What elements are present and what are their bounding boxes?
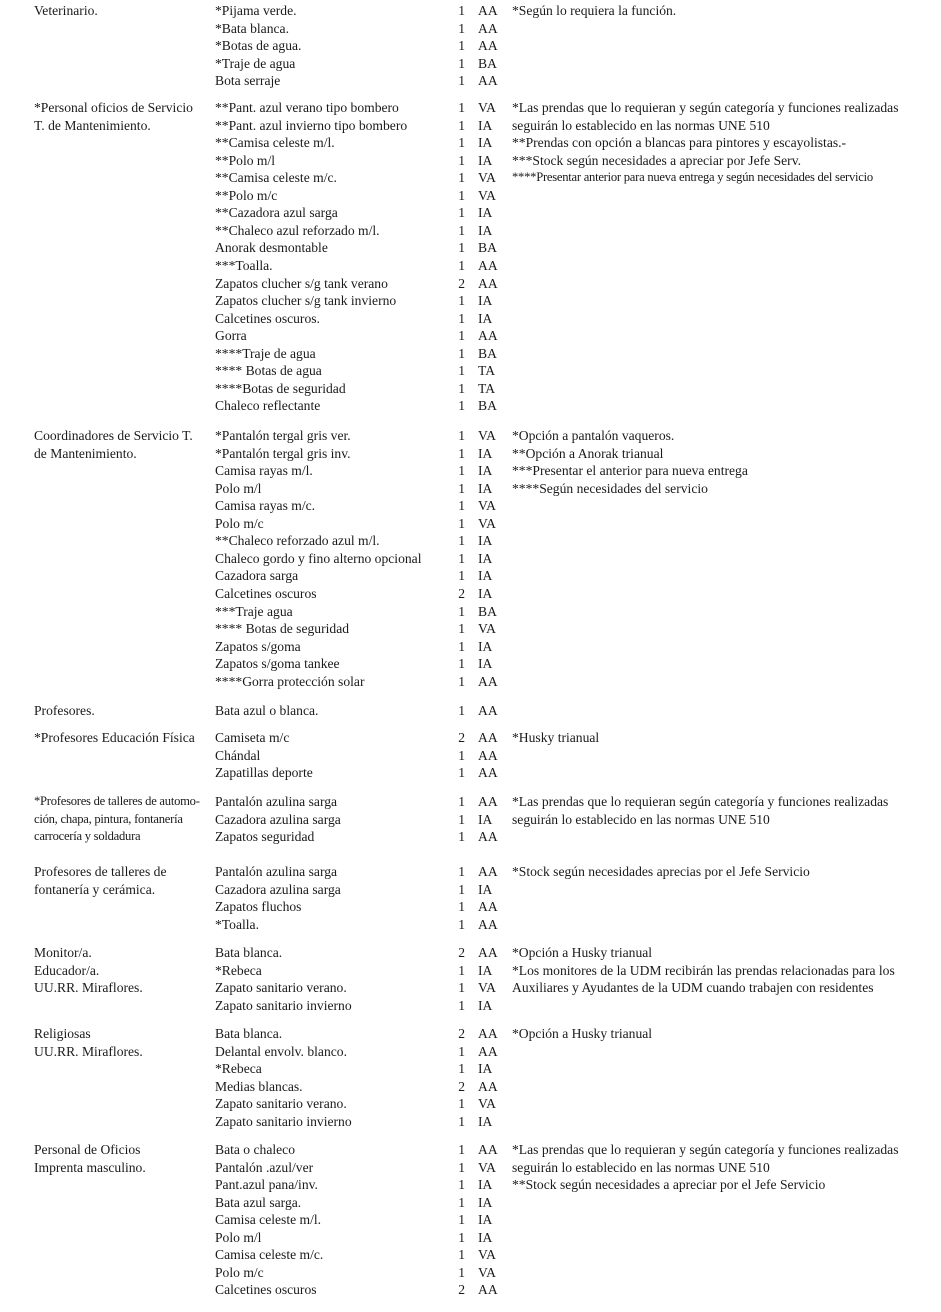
garment-name: ****Botas de seguridad: [215, 380, 346, 396]
category-label: Monitor/a.: [34, 945, 92, 960]
garment-name: Gorra: [215, 328, 247, 344]
garment-name: Zapatos clucher s/g tank invierno: [215, 293, 397, 309]
garment-quantity: 1: [458, 73, 465, 89]
period-code: IA: [478, 463, 493, 479]
garment-name: Zapatos s/goma tankee: [215, 656, 340, 672]
period-code: IA: [478, 656, 493, 672]
period-code: IA: [478, 480, 493, 496]
garment-quantity: 1: [458, 568, 465, 584]
garment-quantity: 1: [458, 621, 465, 637]
garment-quantity: 1: [458, 747, 465, 763]
garment-quantity: 2: [458, 945, 465, 960]
category-label: ción, chapa, pintura, fontanería: [34, 811, 183, 826]
period-code: VA: [478, 1264, 496, 1280]
period-code: AA: [478, 1026, 498, 1041]
garment-quantity: 1: [458, 1096, 465, 1112]
garment-name: Zapato sanitario verano.: [215, 980, 347, 996]
garment-name: Polo m/c: [215, 1264, 264, 1280]
garment-name: Bata o chaleco: [215, 1142, 296, 1157]
period-code: BA: [478, 398, 497, 414]
period-code: IA: [478, 135, 493, 151]
note-text: Auxiliares y Ayudantes de la UDM cuando trabajen con residentes: [512, 980, 874, 996]
garment-quantity: 1: [458, 380, 465, 396]
note-text: *Las prendas que lo requieran y según categoría y funciones realizadas: [512, 1142, 899, 1157]
period-code: AA: [478, 1043, 498, 1059]
period-code: IA: [478, 568, 493, 584]
garment-name: Camisa celeste m/l.: [215, 1212, 322, 1228]
period-code: AA: [478, 1282, 498, 1298]
garment-name: **Camisa celeste m/l.: [215, 135, 335, 151]
garment-quantity: 1: [458, 345, 465, 361]
garment-quantity: 1: [458, 328, 465, 344]
period-code: VA: [478, 621, 496, 637]
garment-name: Polo m/c: [215, 515, 264, 531]
period-code: IA: [478, 1229, 493, 1245]
garment-name: *Pantalón tergal gris ver.: [215, 428, 351, 443]
garment-name: Medias blancas.: [215, 1078, 303, 1094]
garment-name: **Cazadora azul sarga: [215, 205, 338, 221]
category-label: T. de Mantenimiento.: [34, 117, 151, 133]
garment-name: **Chaleco azul reforzado m/l.: [215, 222, 380, 238]
garment-quantity: 1: [458, 603, 465, 619]
period-code: AA: [478, 730, 498, 745]
note-text: *Opción a Husky trianual: [512, 945, 653, 960]
period-code: IA: [478, 881, 493, 897]
garment-quantity: 1: [458, 811, 465, 827]
garment-quantity: 1: [458, 1247, 465, 1263]
garment-name: *Rebeca: [215, 962, 262, 978]
garment-quantity: 1: [458, 3, 465, 18]
period-code: BA: [478, 345, 497, 361]
note-text: *Las prendas que lo requieran según categoría y funciones realizadas: [512, 794, 889, 809]
garment-quantity: 1: [458, 1113, 465, 1129]
garment-name: Bata azul o blanca.: [215, 703, 319, 718]
note-text: *Según lo requiera la función.: [512, 3, 677, 18]
garment-name: Bata azul sarga.: [215, 1194, 302, 1210]
garment-name: **Camisa celeste m/c.: [215, 170, 337, 186]
note-text: ****Presentar anterior para nueva entrega y según necesidades del servicio: [512, 170, 873, 185]
note-text: *Opción a pantalón vaqueros.: [512, 428, 675, 443]
garment-quantity: 1: [458, 864, 465, 879]
period-code: VA: [478, 1096, 496, 1112]
garment-quantity: 1: [458, 398, 465, 414]
garment-quantity: 1: [458, 1212, 465, 1228]
garment-name: Anorak desmontable: [215, 240, 328, 256]
garment-quantity: 2: [458, 275, 465, 291]
note-text: ***Stock según necesidades a apreciar por Jefe Serv.: [512, 152, 802, 168]
garment-name: ***Traje agua: [215, 603, 293, 619]
garment-quantity: 1: [458, 829, 465, 845]
garment-quantity: 1: [458, 1194, 465, 1210]
category-label: *Profesores Educación Física: [34, 730, 195, 745]
garment-name: Camisa rayas m/c.: [215, 498, 316, 514]
period-code: AA: [478, 20, 498, 36]
period-code: TA: [478, 380, 496, 396]
period-code: VA: [478, 187, 496, 203]
garment-quantity: 1: [458, 673, 465, 689]
garment-name: Camiseta m/c: [215, 730, 290, 745]
garment-quantity: 1: [458, 962, 465, 978]
garment-quantity: 1: [458, 20, 465, 36]
garment-quantity: 1: [458, 222, 465, 238]
period-code: AA: [478, 73, 498, 89]
period-code: VA: [478, 170, 496, 186]
note-text: seguirán lo establecido en las normas UNE 510: [512, 117, 770, 133]
garment-name: *Pijama verde.: [215, 3, 297, 18]
garment-name: Bata blanca.: [215, 945, 283, 960]
garment-quantity: 1: [458, 363, 465, 379]
garment-name: Zapatos seguridad: [215, 829, 315, 845]
note-text: **Opción a Anorak trianual: [512, 445, 664, 461]
period-code: IA: [478, 638, 493, 654]
garment-quantity: 1: [458, 533, 465, 549]
garment-quantity: 1: [458, 916, 465, 932]
period-code: AA: [478, 703, 498, 718]
garment-quantity: 1: [458, 463, 465, 479]
garment-name: **Pant. azul invierno tipo bombero: [215, 117, 408, 133]
garment-name: Zapatos s/goma: [215, 638, 301, 654]
garment-quantity: 2: [458, 1026, 465, 1041]
garment-name: *Rebeca: [215, 1061, 262, 1077]
note-text: ***Presentar el anterior para nueva entrega: [512, 463, 748, 479]
garment-name: Cazadora azulina sarga: [215, 811, 341, 827]
period-code: AA: [478, 38, 498, 54]
period-code: AA: [478, 765, 498, 781]
garment-quantity: 1: [458, 703, 465, 718]
period-code: AA: [478, 3, 498, 18]
category-label: Profesores.: [34, 703, 95, 718]
garment-name: Calcetines oscuros: [215, 585, 317, 601]
garment-quantity: 1: [458, 899, 465, 915]
period-code: AA: [478, 673, 498, 689]
garment-quantity: 1: [458, 38, 465, 54]
garment-name: Pantalón azulina sarga: [215, 794, 338, 809]
garment-name: Bata blanca.: [215, 1026, 283, 1041]
garment-name: **Polo m/c: [215, 187, 278, 203]
garment-quantity: 2: [458, 585, 465, 601]
note-text: **Prendas con opción a blancas para pintores y escayolistas.-: [512, 135, 847, 151]
period-code: IA: [478, 1177, 493, 1193]
period-code: AA: [478, 916, 498, 932]
note-text: *Los monitores de la UDM recibirán las prendas relacionadas para los: [512, 962, 895, 978]
garment-quantity: 1: [458, 480, 465, 496]
garment-quantity: 2: [458, 1282, 465, 1298]
period-code: VA: [478, 515, 496, 531]
period-code: IA: [478, 205, 493, 221]
garment-quantity: 1: [458, 550, 465, 566]
note-text: **Stock según necesidades a apreciar por el Jefe Servicio: [512, 1177, 826, 1193]
garment-quantity: 1: [458, 428, 465, 443]
period-code: BA: [478, 55, 497, 71]
garment-name: Zapato sanitario verano.: [215, 1096, 347, 1112]
category-label: *Profesores de talleres de automo-: [34, 794, 200, 808]
garment-quantity: 1: [458, 205, 465, 221]
period-code: VA: [478, 428, 496, 443]
period-code: IA: [478, 293, 493, 309]
period-code: VA: [478, 1247, 496, 1263]
garment-name: Chaleco gordo y fino alterno opcional: [215, 550, 422, 566]
garment-quantity: 1: [458, 152, 465, 168]
garment-quantity: 1: [458, 240, 465, 256]
garment-quantity: 1: [458, 1043, 465, 1059]
garment-name: Zapato sanitario invierno: [215, 1113, 352, 1129]
garment-quantity: 1: [458, 257, 465, 273]
period-code: IA: [478, 152, 493, 168]
garment-quantity: 1: [458, 293, 465, 309]
garment-name: ***Toalla.: [215, 257, 273, 273]
garment-name: Camisa rayas m/l.: [215, 463, 313, 479]
garment-name: **Pant. azul verano tipo bombero: [215, 100, 399, 115]
garment-quantity: 1: [458, 135, 465, 151]
garment-name: Pantalón azulina sarga: [215, 864, 338, 879]
note-text: *Las prendas que lo requieran y según categoría y funciones realizadas: [512, 100, 899, 115]
note-text: ****Según necesidades del servicio: [512, 480, 708, 496]
period-code: VA: [478, 980, 496, 996]
category-label: UU.RR. Miraflores.: [34, 1043, 143, 1059]
period-code: IA: [478, 1212, 493, 1228]
period-code: IA: [478, 1113, 493, 1129]
category-label: Veterinario.: [34, 3, 98, 18]
period-code: IA: [478, 445, 493, 461]
garment-name: Calcetines oscuros.: [215, 310, 320, 326]
garment-name: *Botas de agua.: [215, 38, 302, 54]
garment-name: Chándal: [215, 747, 261, 763]
garment-quantity: 1: [458, 100, 465, 115]
garment-quantity: 1: [458, 445, 465, 461]
garment-quantity: 1: [458, 187, 465, 203]
period-code: TA: [478, 363, 496, 379]
garment-name: Chaleco reflectante: [215, 398, 321, 414]
garment-quantity: 1: [458, 515, 465, 531]
garment-quantity: 1: [458, 1061, 465, 1077]
garment-quantity: 2: [458, 1078, 465, 1094]
garment-quantity: 1: [458, 638, 465, 654]
garment-name: Zapato sanitario invierno: [215, 997, 352, 1013]
garment-quantity: 1: [458, 997, 465, 1013]
category-label: carrocería y soldadura: [34, 829, 141, 844]
note-text: *Stock según necesidades aprecias por el Jefe Servicio: [512, 864, 810, 879]
garment-name: Pant.azul pana/inv.: [215, 1177, 318, 1193]
note-text: seguirán lo establecido en las normas UNE 510: [512, 1159, 770, 1175]
period-code: AA: [478, 945, 498, 960]
garment-name: **** Botas de agua: [215, 363, 322, 379]
garment-quantity: 1: [458, 881, 465, 897]
garment-name: *Bata blanca.: [215, 20, 289, 36]
garment-name: *Toalla.: [215, 916, 259, 932]
garment-quantity: 1: [458, 1159, 465, 1175]
garment-name: *Pantalón tergal gris inv.: [215, 445, 351, 461]
garment-name: **Polo m/l: [215, 152, 276, 168]
garment-quantity: 1: [458, 656, 465, 672]
period-code: IA: [478, 117, 493, 133]
period-code: AA: [478, 1078, 498, 1094]
garment-quantity: 2: [458, 730, 465, 745]
category-label: fontanería y cerámica.: [34, 881, 156, 897]
garment-quantity: 1: [458, 117, 465, 133]
note-text: seguirán lo establecido en las normas UNE 510: [512, 811, 770, 827]
period-code: IA: [478, 550, 493, 566]
period-code: VA: [478, 498, 496, 514]
period-code: AA: [478, 794, 498, 809]
period-code: AA: [478, 275, 498, 291]
garment-name: Pantalón .azul/ver: [215, 1159, 314, 1175]
garment-quantity: 1: [458, 794, 465, 809]
category-label: Educador/a.: [34, 962, 100, 978]
garment-quantity: 1: [458, 1264, 465, 1280]
period-code: IA: [478, 811, 493, 827]
garment-name: **** Botas de seguridad: [215, 621, 350, 637]
garment-name: Polo m/l: [215, 1229, 262, 1245]
garment-name: Zapatos fluchos: [215, 899, 302, 915]
garment-name: *Traje de agua: [215, 55, 296, 71]
note-text: *Opción a Husky trianual: [512, 1026, 653, 1041]
period-code: AA: [478, 829, 498, 845]
period-code: IA: [478, 997, 493, 1013]
garment-quantity: 1: [458, 310, 465, 326]
garment-name: ****Gorra protección solar: [215, 673, 365, 689]
garment-name: Camisa celeste m/c.: [215, 1247, 324, 1263]
period-code: AA: [478, 328, 498, 344]
period-code: IA: [478, 310, 493, 326]
garment-name: ****Traje de agua: [215, 345, 316, 361]
garment-quantity: 1: [458, 1177, 465, 1193]
period-code: BA: [478, 603, 497, 619]
category-label: *Personal oficios de Servicio: [34, 100, 193, 115]
category-label: Profesores de talleres de: [34, 864, 167, 879]
garment-quantity: 1: [458, 55, 465, 71]
note-text: *Husky trianual: [512, 730, 600, 745]
period-code: IA: [478, 962, 493, 978]
garment-name: **Chaleco reforzado azul m/l.: [215, 533, 380, 549]
period-code: VA: [478, 100, 496, 115]
garment-name: Zapatillas deporte: [215, 765, 313, 781]
period-code: AA: [478, 257, 498, 273]
garment-quantity: 1: [458, 1229, 465, 1245]
category-label: Religiosas: [34, 1026, 91, 1041]
garment-name: Bota serraje: [215, 73, 281, 89]
period-code: AA: [478, 899, 498, 915]
category-label: de Mantenimiento.: [34, 445, 137, 461]
period-code: AA: [478, 747, 498, 763]
category-label: Imprenta masculino.: [34, 1159, 146, 1175]
garment-quantity: 1: [458, 170, 465, 186]
garment-quantity: 1: [458, 1142, 465, 1157]
garment-quantity: 1: [458, 765, 465, 781]
period-code: IA: [478, 222, 493, 238]
garment-name: Cazadora azulina sarga: [215, 881, 341, 897]
category-label: UU.RR. Miraflores.: [34, 980, 143, 996]
garment-name: Cazadora sarga: [215, 568, 299, 584]
period-code: VA: [478, 1159, 496, 1175]
garment-name: Polo m/l: [215, 480, 262, 496]
period-code: IA: [478, 1061, 493, 1077]
garment-quantity: 1: [458, 980, 465, 996]
garment-name: Calcetines oscuros: [215, 1282, 317, 1298]
period-code: IA: [478, 1194, 493, 1210]
period-code: IA: [478, 585, 493, 601]
garment-quantity: 1: [458, 498, 465, 514]
period-code: AA: [478, 1142, 498, 1157]
category-label: Coordinadores de Servicio T.: [34, 428, 193, 443]
garment-name: Zapatos clucher s/g tank verano: [215, 275, 388, 291]
period-code: AA: [478, 864, 498, 879]
category-label: Personal de Oficios: [34, 1142, 141, 1157]
garment-name: Delantal envolv. blanco.: [215, 1043, 347, 1059]
period-code: BA: [478, 240, 497, 256]
period-code: IA: [478, 533, 493, 549]
